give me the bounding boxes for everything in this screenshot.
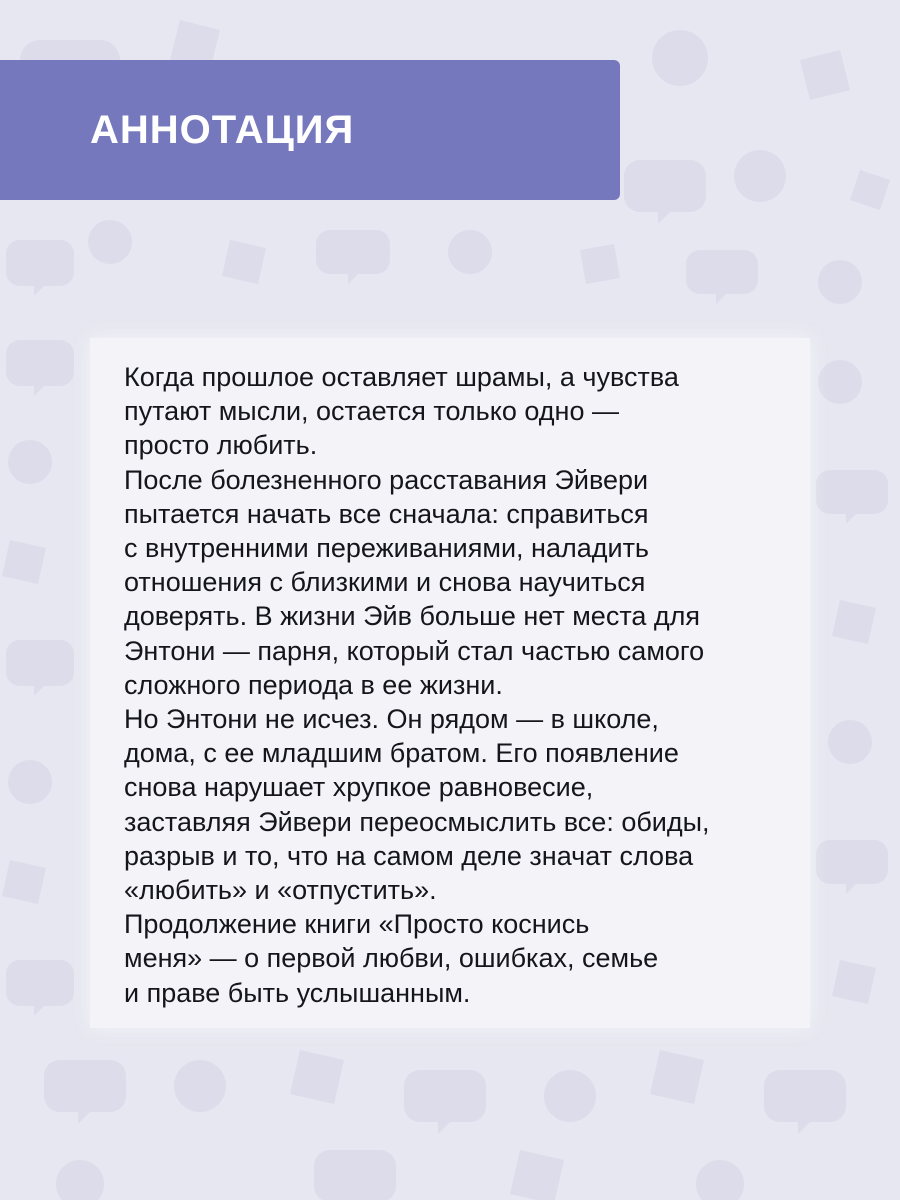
header-banner — [0, 60, 620, 200]
annotation-line: меня» — о первой любви, ошибках, семье — [124, 943, 659, 974]
annotation-line: Но Энтони не исчез. Он рядом — в школе, — [124, 704, 659, 735]
page-title: АННОТАЦИЯ — [90, 108, 355, 152]
annotation-line: путают мысли, остается только одно — — [124, 396, 619, 427]
annotation-line: с внутренними переживаниями, наладить — [124, 533, 649, 564]
annotation-line: «любить» и «отпустить». — [124, 875, 437, 906]
annotation-line: сложного периода в ее жизни. — [124, 669, 503, 700]
annotation-line: просто любить. — [124, 430, 318, 461]
annotation-line: отношения с близкими и снова научиться — [124, 567, 646, 598]
annotation-card — [90, 338, 810, 1028]
annotation-line: После болезненного расставания Эйвери — [124, 464, 649, 495]
annotation-line: и праве быть услышанным. — [124, 977, 471, 1008]
annotation-line: Продолжение книги «Просто коснись — [124, 909, 590, 940]
annotation-line: доверять. В жизни Эйв больше нет места для — [124, 601, 701, 632]
annotation-text — [124, 360, 804, 1010]
annotation-line: Когда прошлое оставляет шрамы, а чувства — [124, 362, 679, 392]
annotation-line: заставляя Эйвери переосмыслить все: обиды, — [124, 806, 710, 837]
annotation-line: разрыв и то, что на самом деле значат слова — [124, 840, 694, 871]
annotation-line: снова нарушает хрупкое равновесие, — [124, 772, 594, 803]
annotation-line: Энтони — парня, который стал частью самого — [124, 635, 705, 666]
annotation-line: пытается начать все сначала: справиться — [124, 498, 649, 529]
annotation-line: дома, с ее младшим братом. Его появление — [124, 738, 679, 769]
